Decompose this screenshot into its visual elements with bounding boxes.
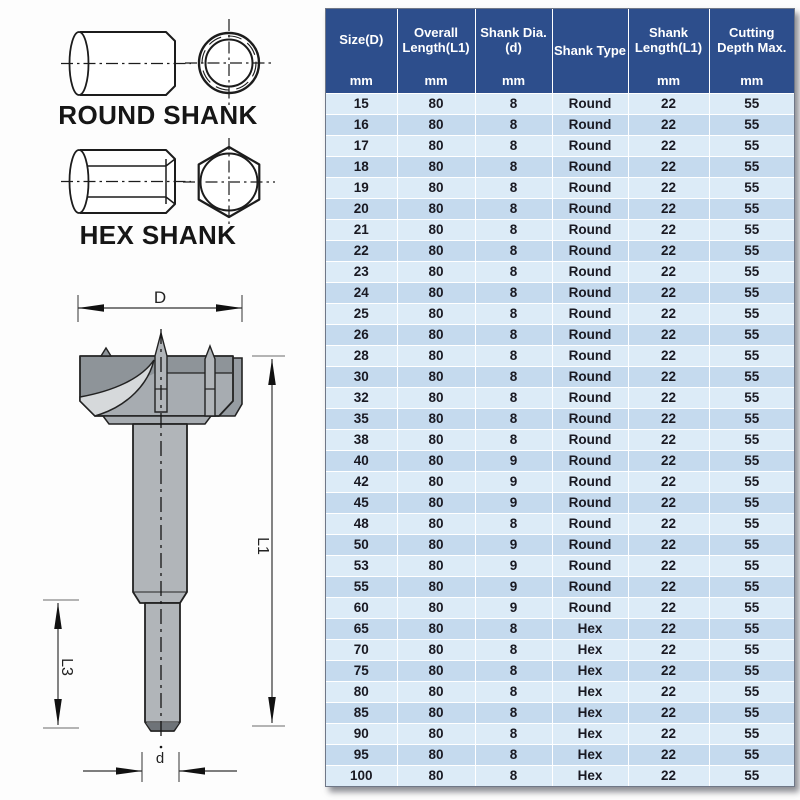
table-cell: 22 — [628, 682, 709, 703]
column-header — [475, 9, 552, 94]
table-cell: 9 — [475, 493, 552, 514]
table-cell: 55 — [709, 94, 794, 115]
table-cell: Hex — [552, 640, 628, 661]
table-row — [326, 451, 794, 472]
table-cell: 80 — [397, 661, 475, 682]
table-cell: 8 — [475, 766, 552, 787]
table-cell: Round — [552, 262, 628, 283]
table-cell: 55 — [709, 346, 794, 367]
table-cell: Round — [552, 136, 628, 157]
table-row — [326, 703, 794, 724]
table-cell: 55 — [709, 367, 794, 388]
table-cell: Round — [552, 94, 628, 115]
table-row — [326, 325, 794, 346]
table-cell: 80 — [397, 325, 475, 346]
table-cell: 55 — [709, 535, 794, 556]
table-cell: 80 — [397, 115, 475, 136]
table-cell: Round — [552, 535, 628, 556]
table-cell: 22 — [628, 388, 709, 409]
column-header — [397, 9, 475, 94]
table-row — [326, 493, 794, 514]
table-cell: Hex — [552, 745, 628, 766]
table-cell: 22 — [628, 115, 709, 136]
table-row — [326, 94, 794, 115]
table-cell: Round — [552, 367, 628, 388]
column-header — [628, 9, 709, 94]
table-cell: 22 — [628, 703, 709, 724]
table-cell: 8 — [475, 325, 552, 346]
table-cell: 22 — [628, 304, 709, 325]
table-row — [326, 115, 794, 136]
table-cell: Round — [552, 409, 628, 430]
column-header-label: Cutting Depth Max. — [717, 24, 787, 55]
table-cell: 60 — [326, 598, 397, 619]
table-cell: 22 — [628, 514, 709, 535]
table-cell: 22 — [628, 556, 709, 577]
table-row — [326, 409, 794, 430]
table-cell: 80 — [397, 514, 475, 535]
table-cell: 9 — [475, 472, 552, 493]
column-header-unit: mm — [424, 73, 448, 88]
table-cell: 22 — [326, 241, 397, 262]
table-cell: Round — [552, 304, 628, 325]
table-row — [326, 535, 794, 556]
table-cell: 55 — [709, 661, 794, 682]
column-header-label: Size(D) — [339, 32, 384, 48]
table-row — [326, 178, 794, 199]
table-cell: 55 — [709, 640, 794, 661]
table-cell: 8 — [475, 115, 552, 136]
table-cell: 23 — [326, 262, 397, 283]
table-cell: 90 — [326, 724, 397, 745]
table-cell: 8 — [475, 388, 552, 409]
table-cell: Round — [552, 514, 628, 535]
dimension-label-l1: L1 — [254, 537, 271, 555]
table-cell: Round — [552, 115, 628, 136]
table-cell: 55 — [709, 556, 794, 577]
table-cell: 80 — [397, 430, 475, 451]
table-cell: 22 — [628, 409, 709, 430]
table-cell: 8 — [475, 661, 552, 682]
table-cell: 55 — [709, 262, 794, 283]
table-cell: 55 — [709, 598, 794, 619]
table-cell: Hex — [552, 661, 628, 682]
table-cell: 80 — [397, 241, 475, 262]
table-cell: 8 — [475, 367, 552, 388]
table-cell: 24 — [326, 283, 397, 304]
spec-table — [326, 9, 794, 786]
table-cell: 80 — [397, 703, 475, 724]
table-cell: Hex — [552, 682, 628, 703]
table-cell: 55 — [709, 304, 794, 325]
table-cell: 55 — [709, 766, 794, 787]
table-cell: 55 — [709, 682, 794, 703]
table-cell: 8 — [475, 157, 552, 178]
table-row — [326, 136, 794, 157]
dimension-label-d-top: D — [153, 288, 167, 307]
table-cell: Round — [552, 346, 628, 367]
bit-shank — [133, 424, 187, 731]
table-cell: 8 — [475, 283, 552, 304]
table-cell: 80 — [397, 367, 475, 388]
table-cell: 55 — [709, 745, 794, 766]
table-cell: 53 — [326, 556, 397, 577]
table-cell: 22 — [628, 577, 709, 598]
table-cell: Round — [552, 157, 628, 178]
table-cell: 8 — [475, 136, 552, 157]
table-row — [326, 388, 794, 409]
table-row — [326, 346, 794, 367]
table-cell: Round — [552, 577, 628, 598]
table-cell: 22 — [628, 451, 709, 472]
table-cell: 70 — [326, 640, 397, 661]
table-cell: 55 — [709, 619, 794, 640]
table-cell: Round — [552, 472, 628, 493]
table-cell: 55 — [709, 325, 794, 346]
table-cell: 80 — [397, 409, 475, 430]
table-cell: 80 — [397, 598, 475, 619]
table-cell: 25 — [326, 304, 397, 325]
table-cell: 85 — [326, 703, 397, 724]
table-cell: 9 — [475, 535, 552, 556]
table-row — [326, 577, 794, 598]
column-header-unit: mm — [501, 73, 526, 88]
hex-shank-end-view — [183, 138, 275, 226]
round-shank-label: ROUND SHANK — [58, 100, 258, 130]
table-cell: 75 — [326, 661, 397, 682]
spec-table-panel — [325, 8, 795, 787]
table-row — [326, 430, 794, 451]
column-header-label: Overall Length(L1) — [402, 24, 470, 55]
table-cell: 8 — [475, 640, 552, 661]
table-cell: 100 — [326, 766, 397, 787]
hex-shank-side-view — [61, 150, 191, 213]
table-cell: 80 — [397, 724, 475, 745]
table-cell: Round — [552, 493, 628, 514]
table-cell: 18 — [326, 157, 397, 178]
table-cell: 8 — [475, 409, 552, 430]
column-header-label: Shank Dia.(d) — [480, 24, 547, 55]
table-row — [326, 514, 794, 535]
column-header-unit: mm — [656, 73, 681, 88]
table-cell: 55 — [326, 577, 397, 598]
table-row — [326, 724, 794, 745]
round-shank-end-view — [185, 19, 275, 107]
table-cell: 80 — [397, 493, 475, 514]
table-cell: Hex — [552, 619, 628, 640]
table-row — [326, 367, 794, 388]
table-cell: 80 — [397, 766, 475, 787]
table-row — [326, 598, 794, 619]
table-cell: 80 — [397, 178, 475, 199]
table-cell: Round — [552, 178, 628, 199]
table-cell: 22 — [628, 472, 709, 493]
table-cell: 55 — [709, 493, 794, 514]
table-cell: 80 — [397, 577, 475, 598]
table-cell: 55 — [709, 577, 794, 598]
table-cell: 8 — [475, 262, 552, 283]
table-cell: 55 — [709, 472, 794, 493]
table-cell: 65 — [326, 619, 397, 640]
table-row — [326, 220, 794, 241]
table-cell: 30 — [326, 367, 397, 388]
table-cell: Hex — [552, 766, 628, 787]
table-row — [326, 682, 794, 703]
table-cell: 22 — [628, 220, 709, 241]
table-row — [326, 619, 794, 640]
table-cell: 22 — [628, 346, 709, 367]
table-cell: 8 — [475, 619, 552, 640]
table-cell: 22 — [628, 241, 709, 262]
table-cell: 8 — [475, 745, 552, 766]
table-cell: 80 — [397, 745, 475, 766]
table-cell: 8 — [475, 346, 552, 367]
table-cell: 55 — [709, 136, 794, 157]
table-cell: 38 — [326, 430, 397, 451]
table-cell: 35 — [326, 409, 397, 430]
diagram-panel — [0, 0, 320, 800]
table-row — [326, 640, 794, 661]
table-cell: Round — [552, 388, 628, 409]
table-cell: 17 — [326, 136, 397, 157]
table-cell: 55 — [709, 220, 794, 241]
table-cell: 22 — [628, 430, 709, 451]
table-cell: 26 — [326, 325, 397, 346]
table-cell: 22 — [628, 535, 709, 556]
table-cell: 42 — [326, 472, 397, 493]
round-shank-side-view — [61, 32, 191, 95]
table-cell: 80 — [397, 136, 475, 157]
table-cell: 50 — [326, 535, 397, 556]
table-cell: 9 — [475, 598, 552, 619]
table-cell: 22 — [628, 136, 709, 157]
table-row — [326, 472, 794, 493]
table-cell: 19 — [326, 178, 397, 199]
table-cell: Round — [552, 451, 628, 472]
table-cell: 21 — [326, 220, 397, 241]
table-cell: 9 — [475, 556, 552, 577]
table-cell: 9 — [475, 577, 552, 598]
table-row — [326, 283, 794, 304]
table-cell: 80 — [397, 640, 475, 661]
hex-shank-label: HEX SHANK — [79, 220, 237, 250]
table-cell: 22 — [628, 661, 709, 682]
column-header — [709, 9, 794, 94]
table-cell: 8 — [475, 199, 552, 220]
table-cell: 55 — [709, 115, 794, 136]
table-cell: 80 — [397, 619, 475, 640]
table-row — [326, 157, 794, 178]
table-row — [326, 304, 794, 325]
table-cell: 8 — [475, 682, 552, 703]
table-cell: 55 — [709, 178, 794, 199]
table-cell: 45 — [326, 493, 397, 514]
table-cell: Hex — [552, 724, 628, 745]
table-cell: Round — [552, 283, 628, 304]
table-cell: 80 — [397, 304, 475, 325]
table-cell: 16 — [326, 115, 397, 136]
table-row — [326, 199, 794, 220]
table-cell: Round — [552, 241, 628, 262]
table-cell: 80 — [397, 157, 475, 178]
table-cell: 55 — [709, 514, 794, 535]
table-row — [326, 766, 794, 787]
table-cell: 8 — [475, 304, 552, 325]
table-cell: 55 — [709, 388, 794, 409]
table-cell: 55 — [709, 409, 794, 430]
table-cell: Round — [552, 556, 628, 577]
table-row — [326, 661, 794, 682]
table-cell: 80 — [397, 346, 475, 367]
table-row — [326, 745, 794, 766]
table-cell: 55 — [709, 283, 794, 304]
table-cell: 8 — [475, 241, 552, 262]
table-cell: 55 — [709, 451, 794, 472]
table-cell: 22 — [628, 367, 709, 388]
table-cell: 22 — [628, 493, 709, 514]
table-cell: 8 — [475, 220, 552, 241]
column-header — [326, 9, 397, 94]
column-header-unit: mm — [349, 73, 373, 88]
table-cell: Hex — [552, 703, 628, 724]
table-cell: Round — [552, 325, 628, 346]
table-cell: 80 — [397, 199, 475, 220]
dimension-label-d-bottom: d — [155, 750, 165, 767]
table-cell: 80 — [397, 94, 475, 115]
dimension-label-l3: L3 — [58, 658, 75, 676]
table-cell: 80 — [397, 472, 475, 493]
table-cell: 55 — [709, 241, 794, 262]
table-cell: 80 — [397, 283, 475, 304]
table-cell: Round — [552, 598, 628, 619]
table-cell: 8 — [475, 703, 552, 724]
table-cell: 22 — [628, 325, 709, 346]
table-cell: 80 — [397, 388, 475, 409]
table-cell: 55 — [709, 430, 794, 451]
table-cell: 8 — [475, 178, 552, 199]
table-cell: 55 — [709, 703, 794, 724]
table-cell: 40 — [326, 451, 397, 472]
table-cell: 55 — [709, 199, 794, 220]
table-cell: 80 — [397, 556, 475, 577]
table-cell: 80 — [397, 451, 475, 472]
table-cell: Round — [552, 430, 628, 451]
table-cell: 48 — [326, 514, 397, 535]
table-cell: 80 — [397, 535, 475, 556]
table-cell: 28 — [326, 346, 397, 367]
column-header-unit: mm — [740, 73, 764, 88]
table-cell: 22 — [628, 724, 709, 745]
column-header-label: Shank Length(L1) — [634, 24, 703, 55]
table-cell: 22 — [628, 766, 709, 787]
table-cell: 95 — [326, 745, 397, 766]
table-cell: 15 — [326, 94, 397, 115]
table-cell: 20 — [326, 199, 397, 220]
table-cell: 9 — [475, 451, 552, 472]
table-header-row — [326, 9, 794, 94]
table-cell: 22 — [628, 199, 709, 220]
column-header — [552, 9, 628, 94]
table-cell: 55 — [709, 724, 794, 745]
table-cell: 80 — [397, 220, 475, 241]
table-cell: 22 — [628, 283, 709, 304]
table-row — [326, 556, 794, 577]
table-cell: 80 — [397, 262, 475, 283]
table-cell: 22 — [628, 157, 709, 178]
table-cell: 22 — [628, 619, 709, 640]
table-cell: 55 — [709, 157, 794, 178]
table-cell: Round — [552, 199, 628, 220]
table-cell: 80 — [397, 682, 475, 703]
table-cell: 22 — [628, 598, 709, 619]
table-cell: 8 — [475, 514, 552, 535]
table-cell: 22 — [628, 178, 709, 199]
table-cell: 8 — [475, 430, 552, 451]
table-row — [326, 241, 794, 262]
table-cell: 80 — [326, 682, 397, 703]
table-cell: 22 — [628, 262, 709, 283]
table-row — [326, 262, 794, 283]
table-cell: 22 — [628, 640, 709, 661]
column-header-label: Shank Type — [553, 42, 626, 58]
table-cell: 8 — [475, 724, 552, 745]
table-cell: 32 — [326, 388, 397, 409]
table-cell: 22 — [628, 94, 709, 115]
table-cell: 8 — [475, 94, 552, 115]
table-cell: Round — [552, 220, 628, 241]
table-cell: 22 — [628, 745, 709, 766]
